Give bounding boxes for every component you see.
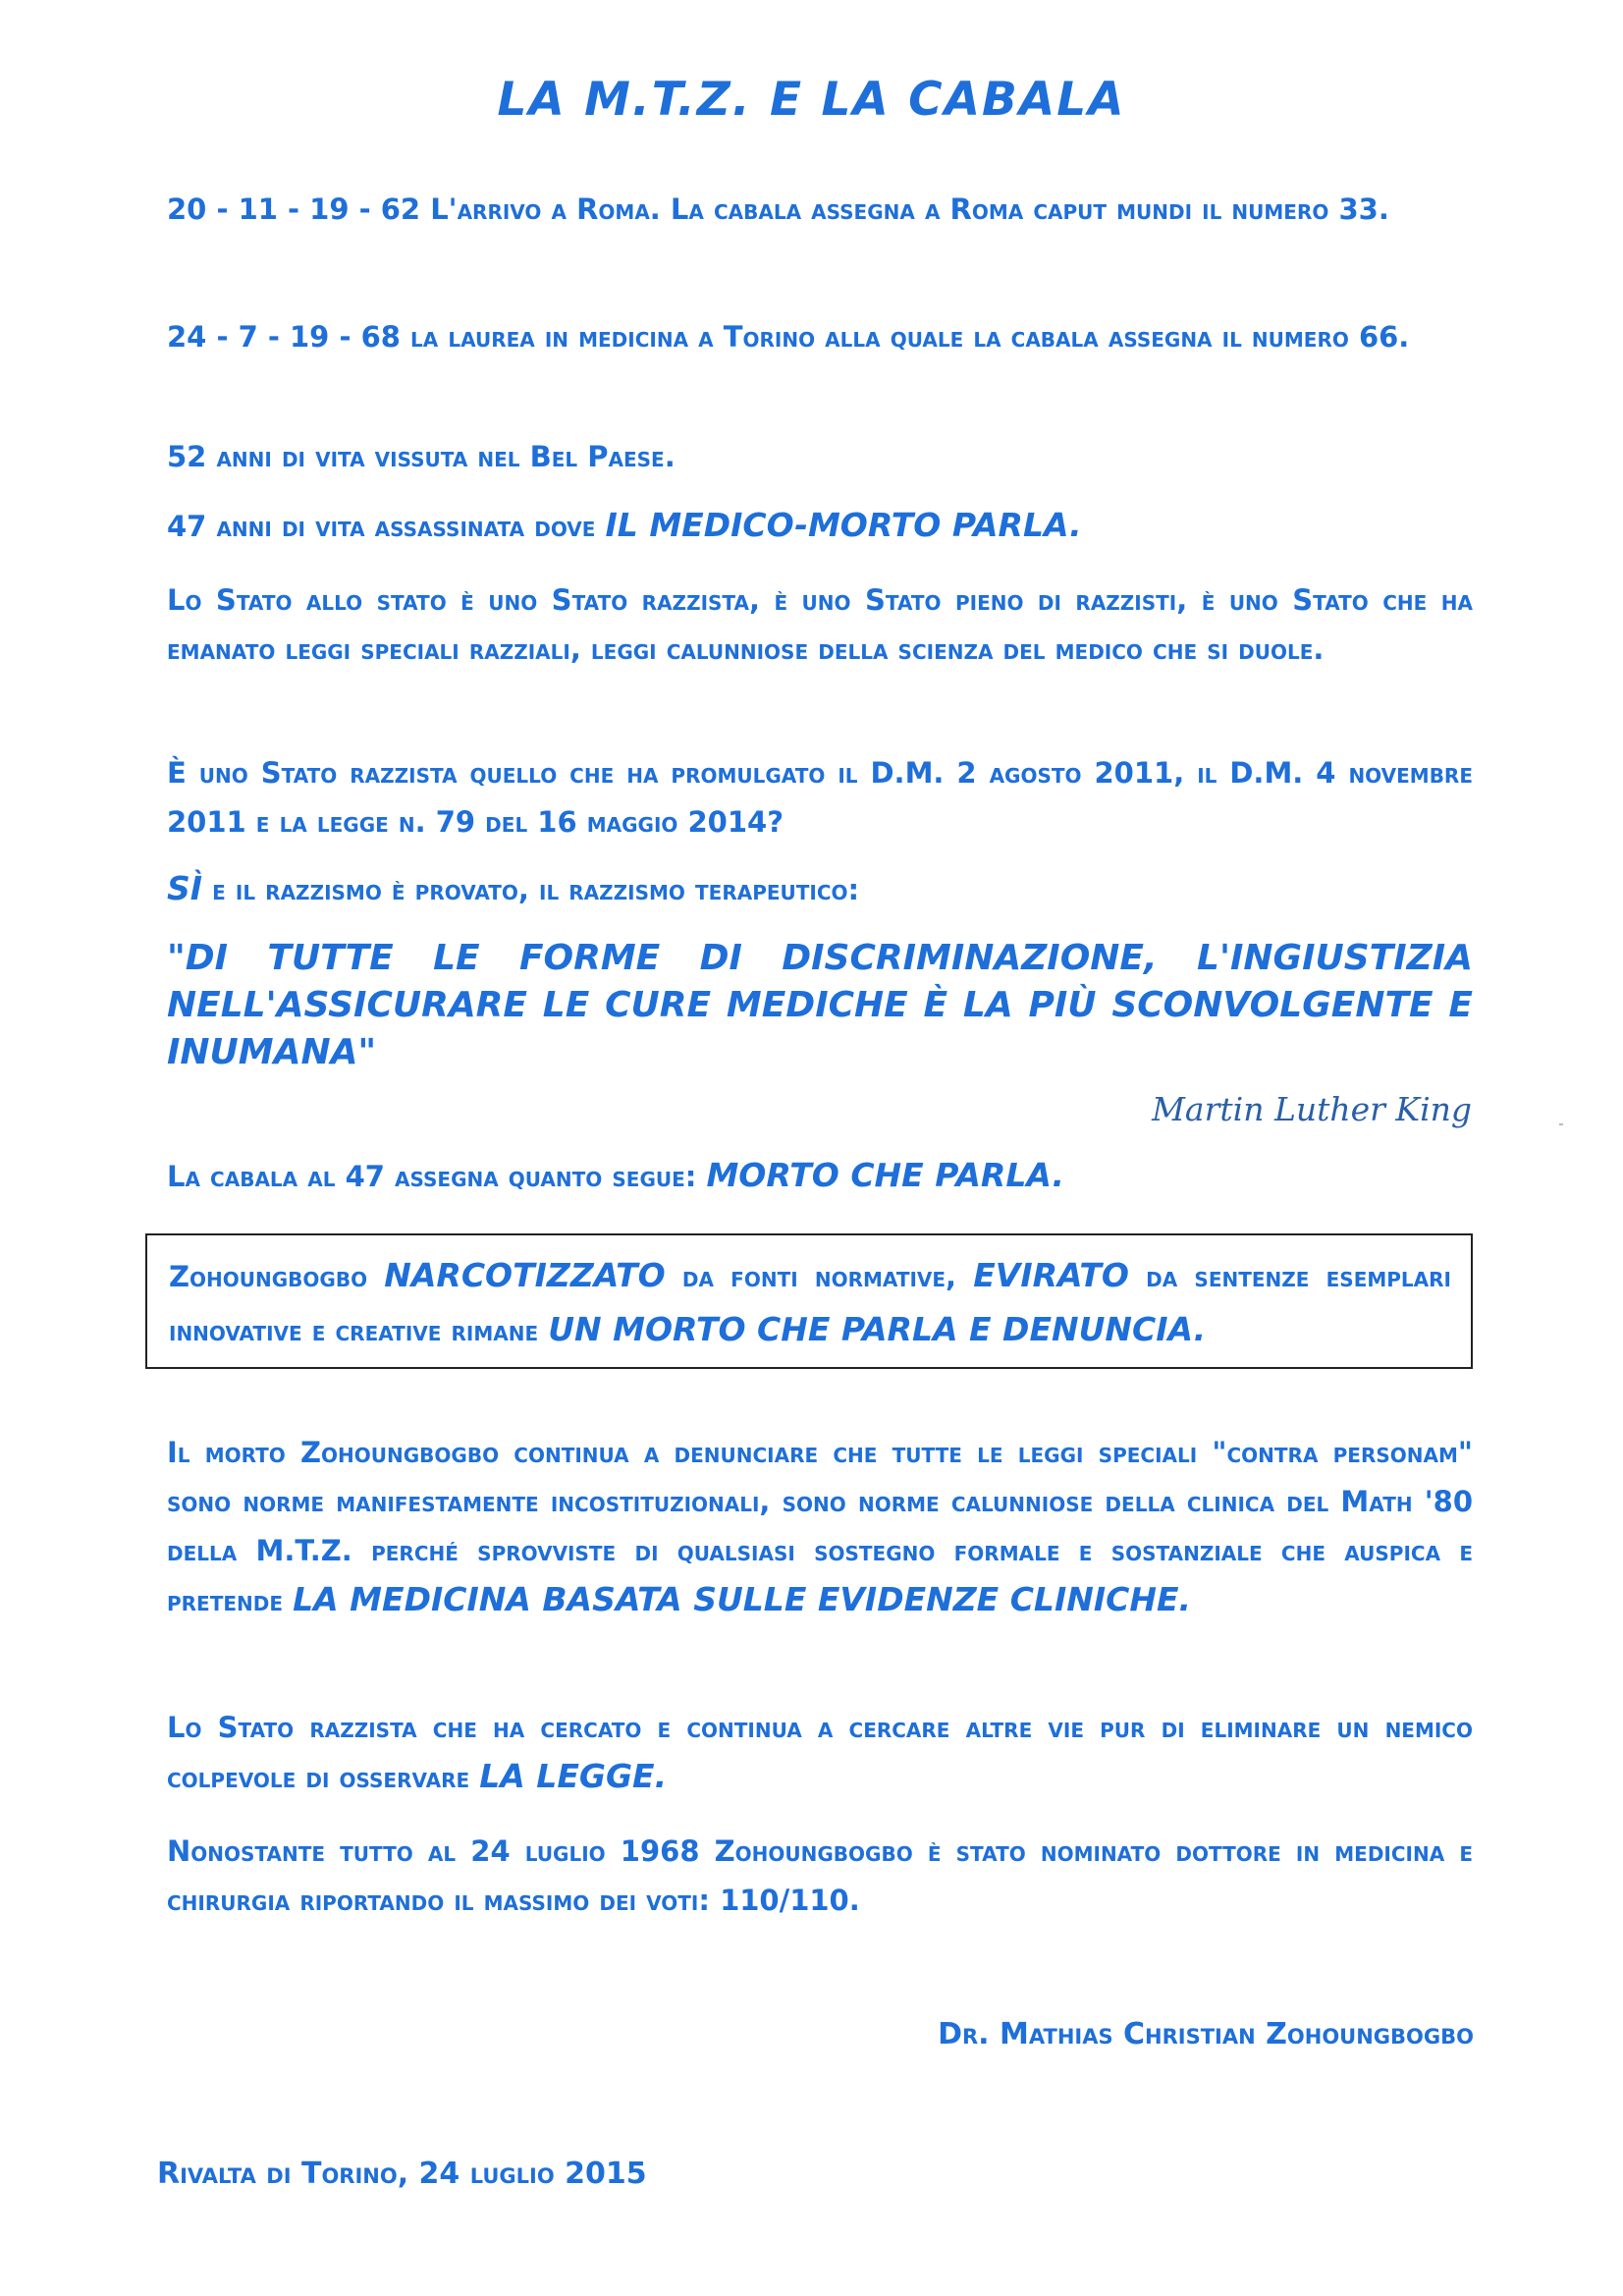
quote-word: TUTTE — [267, 938, 394, 978]
highlight-box-text — [169, 1249, 1451, 1357]
highlight-box — [145, 1233, 1473, 1369]
narcotizzato-emphasis: NARCOTIZZATO — [384, 1256, 666, 1294]
box-text-part: da sentenze esemplari innovative e creative rimane — [169, 1260, 1451, 1347]
medicina-basata-emphasis: LA MEDICINA BASATA SULLE EVIDENZE CLINICHE. — [293, 1580, 1192, 1618]
quote-word: "DI — [167, 938, 229, 978]
paragraph-eliminate-enemy-text: Lo Stato razzista che ha cercato e continua a cercare altre vie pur di eliminare un nemico colpevole di osservare — [167, 1711, 1473, 1794]
box-text-part: da fonti normative, — [665, 1260, 974, 1293]
paragraph-graduation: Nonostante tutto al 24 luglio 1968 Zohoungbogbo è stato nominato dottore in medicina e chirurgia riportando il massimo dei voti: 110/110. — [167, 1834, 1473, 1917]
author-signature: Dr. Mathias Christian Zohoungbogbo — [938, 2017, 1474, 2051]
paragraph-yes-racism — [167, 864, 1473, 914]
paragraph-arrival-rome: 20 - 11 - 19 - 62 L'arrivo a Roma. La cabala assegna a Roma caput mundi il numero 33. — [167, 192, 1389, 226]
paragraph-47-years-text: 47 anni di vita assassinata dove — [167, 510, 606, 543]
morto-che-parla-denuncia-emphasis: UN MORTO CHE PARLA E DENUNCIA. — [548, 1310, 1207, 1348]
quote-word: FORME — [518, 938, 661, 978]
quote-word: DI — [699, 938, 742, 978]
morto-che-parla-emphasis: MORTO CHE PARLA. — [706, 1156, 1065, 1194]
paragraph-eliminate-enemy — [167, 1703, 1473, 1802]
paragraph-dead-man-denounces — [167, 1428, 1473, 1625]
quote-rest: NELL'ASSICURARE LE CURE MEDICHE È LA PIÙ SCONVOLGENTE E INUMANA" — [167, 985, 1473, 1072]
paragraph-cabala-47 — [167, 1151, 1473, 1201]
paragraph-racist-state: Lo Stato allo stato è uno Stato razzista, è uno Stato pieno di razzisti, è uno Stato che ha emanato leggi speciali razziali, leggi calunniose della scienza del medico che si duole. — [167, 583, 1473, 666]
document-title: LA M.T.Z. E LA CABALA — [497, 73, 1126, 127]
place-and-date: Rivalta di Torino, 24 luglio 2015 — [157, 2157, 647, 2191]
quote-word: LE — [433, 938, 480, 978]
evirato-emphasis: EVIRATO — [973, 1256, 1129, 1294]
quote-author: Martin Luther King — [1152, 1090, 1472, 1128]
paragraph-52-years: 52 anni di vita vissuta nel Bel Paese. — [167, 440, 676, 473]
scan-speck — [1559, 1123, 1563, 1125]
quote-word: DISCRIMINAZIONE, — [782, 938, 1158, 978]
paragraph-decrees-question: È uno Stato razzista quello che ha promulgato il D.M. 2 agosto 2011, il D.M. 4 novembre 2011 e la legge n. 79 del 16 maggio 2014? — [167, 756, 1473, 839]
mlk-quote — [167, 935, 1473, 1076]
la-legge-emphasis: LA LEGGE. — [479, 1757, 668, 1795]
medico-morto-parla-emphasis: IL MEDICO-MORTO PARLA. — [605, 506, 1082, 544]
paragraph-yes-racism-text: e il razzismo è provato, il razzismo terapeutico: — [202, 873, 860, 906]
box-text-part: Zohoungbogbo — [169, 1260, 385, 1293]
paragraph-dead-man-text: Il morto Zohoungbogbo continua a denunciare che tutte le leggi speciali "contra personam" sono norme manifestamente incostituzionali, sono norme calunniose della clinica del Math '80 della M.T.Z. perché sprovviste di qualsiasi sostegno formale e sostanziale che auspica e pretende — [167, 1436, 1473, 1617]
si-emphasis: SÌ — [167, 869, 203, 907]
paragraph-cabala-47-text: La cabala al 47 assegna quanto segue: — [167, 1160, 707, 1193]
quote-word: L'INGIUSTIZIA — [1197, 938, 1473, 978]
quote-first-line — [167, 935, 1473, 982]
paragraph-degree-turin: 24 - 7 - 19 - 68 la laurea in medicina a Torino alla quale la cabala assegna il numero 66. — [167, 320, 1410, 354]
paragraph-47-years — [167, 501, 1473, 551]
